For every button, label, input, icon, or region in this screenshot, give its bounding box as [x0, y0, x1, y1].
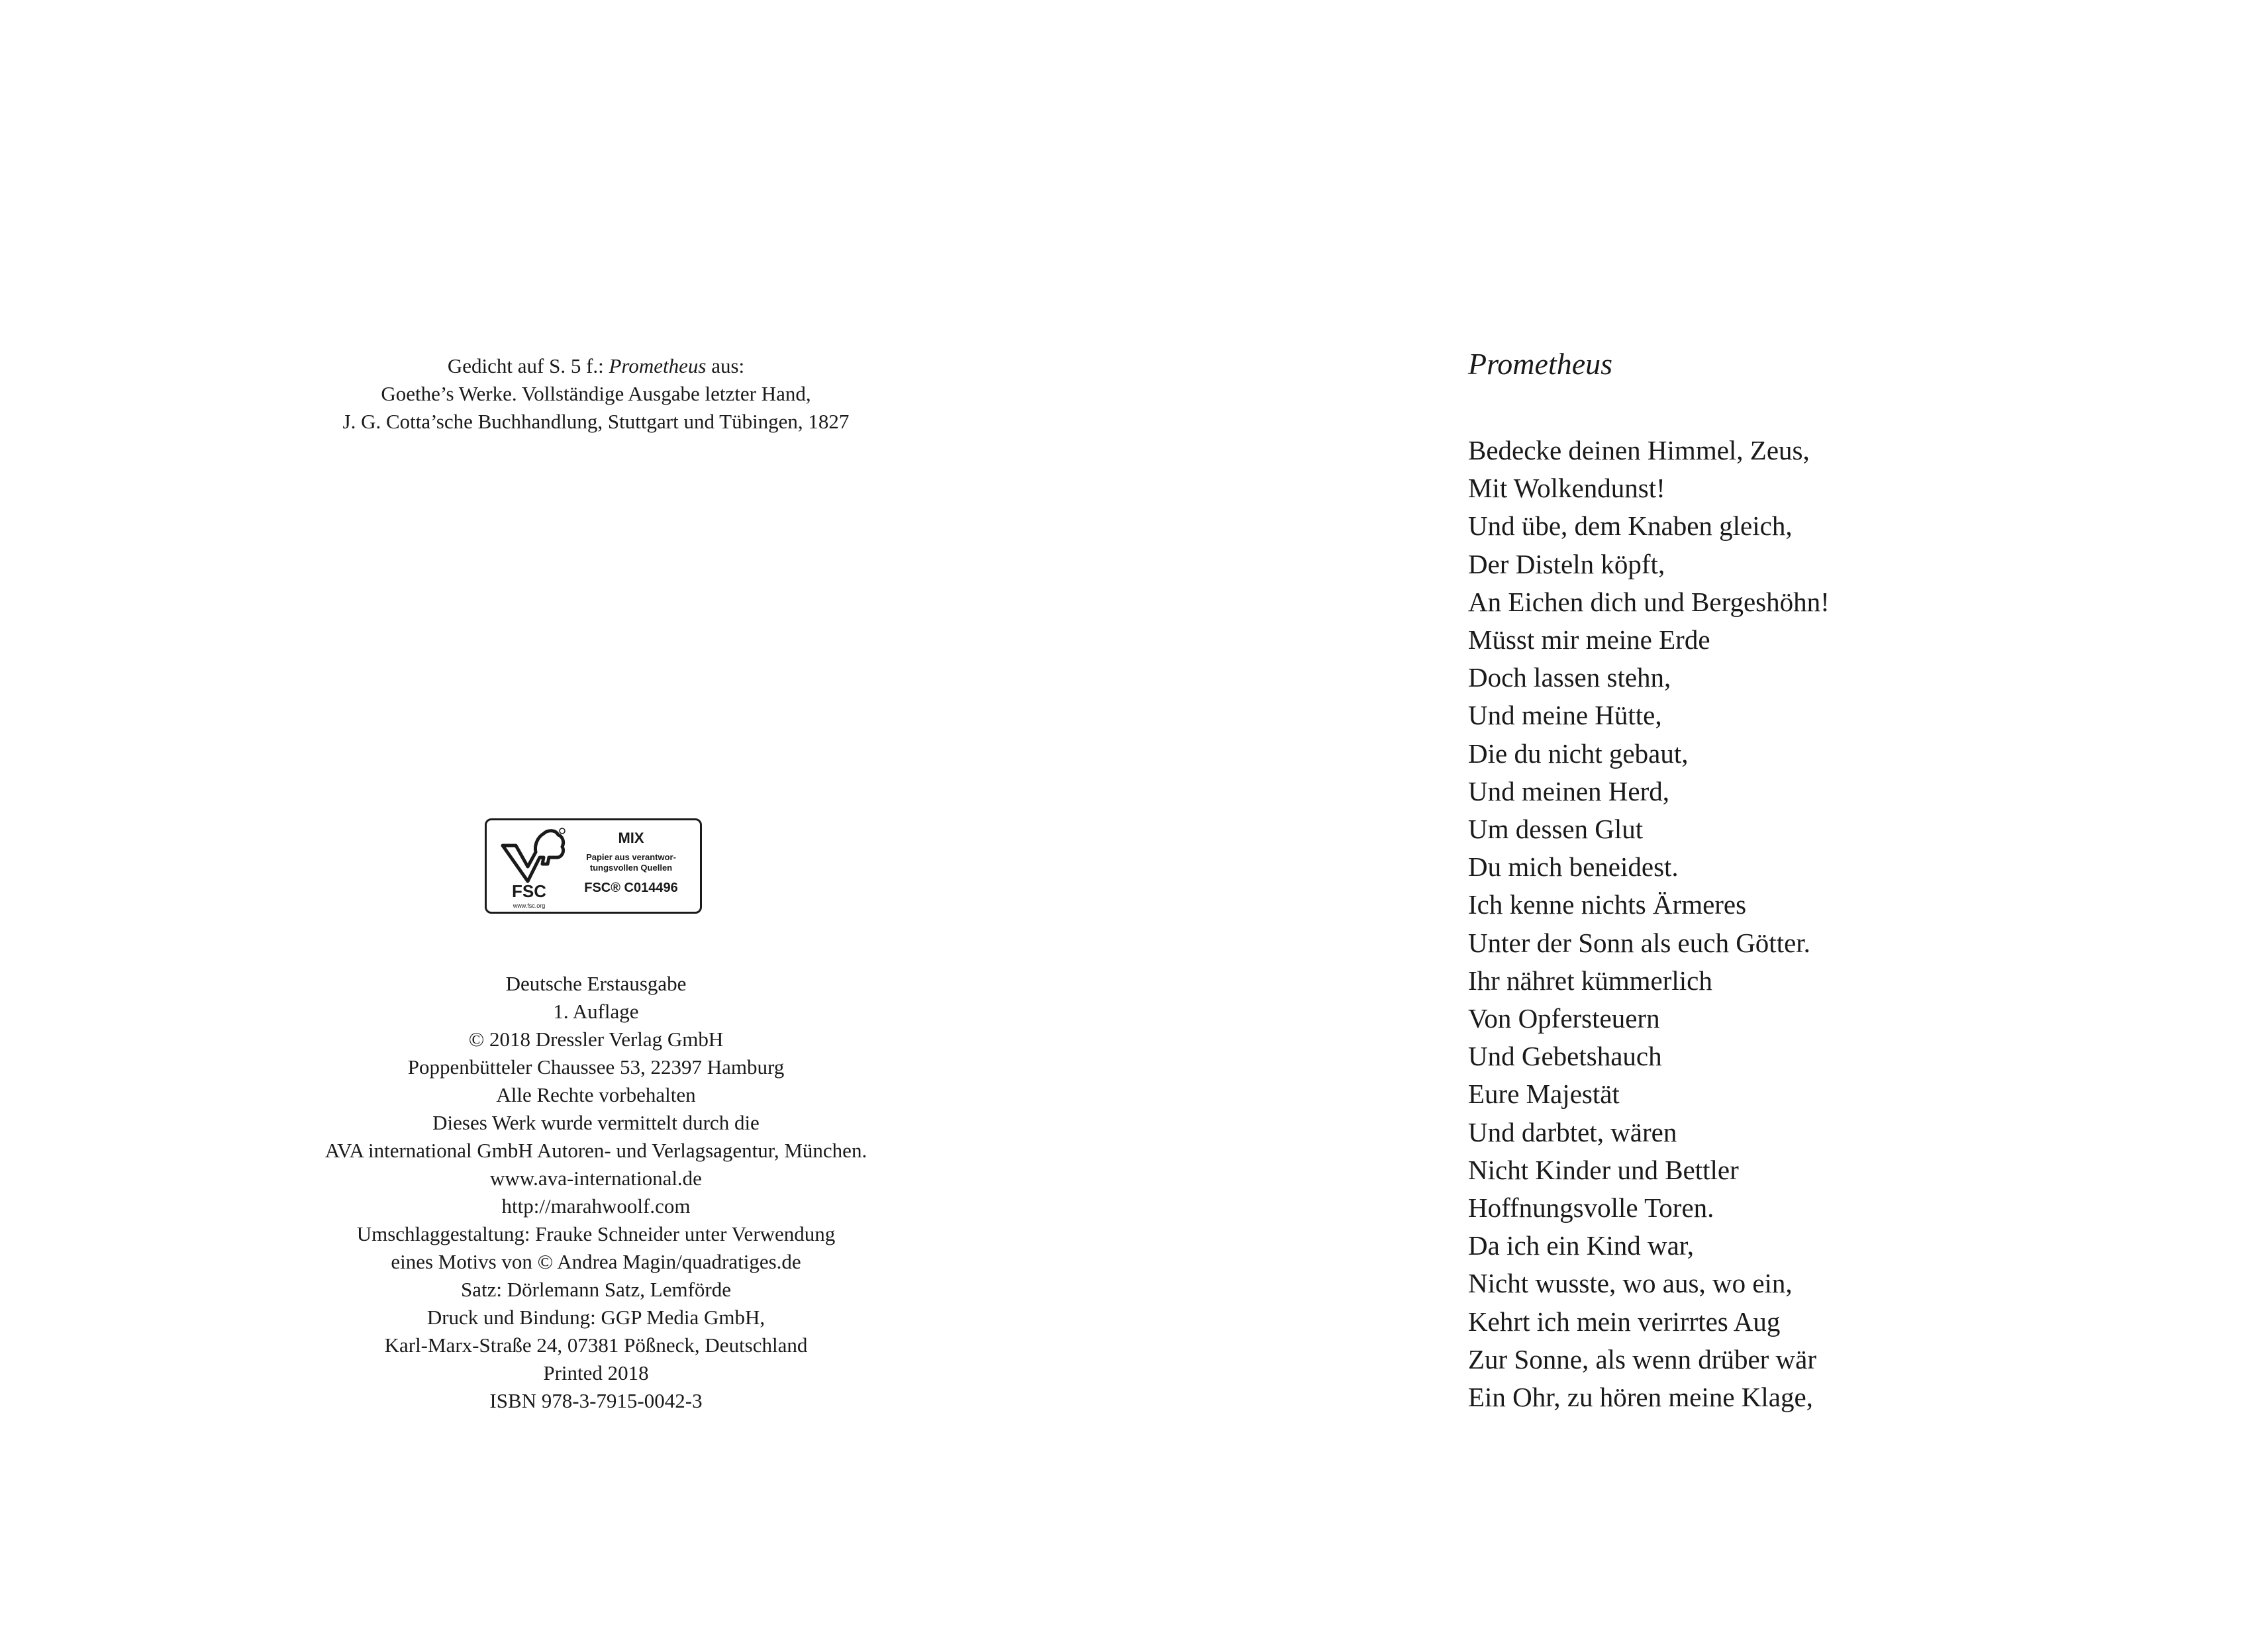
imprint-line: Satz: Dörlemann Satz, Lemförde [460, 1278, 732, 1301]
poem-verse: Mit Wolkendunst! [1468, 473, 1665, 504]
fsc-label-text [566, 830, 696, 896]
poem-verse: Um dessen Glut [1468, 814, 1644, 845]
poem-verse: Nicht wusste, wo aus, wo ein, [1468, 1268, 1793, 1299]
fsc-tree-checkmark-icon [496, 826, 569, 910]
poem-verse: Und übe, dem Knaben gleich, [1468, 510, 1793, 542]
poem-verse: Der Disteln köpft, [1468, 548, 1665, 579]
poem-verse: Hoffnungsvolle Toren. [1468, 1192, 1714, 1224]
fsc-category: MIX [618, 830, 644, 846]
poem-verse: Unter der Sonn als euch Götter. [1468, 927, 1810, 958]
fsc-description-line-2: tungsvollen Quellen [589, 863, 673, 873]
poem-verse: Eure Majestät [1468, 1079, 1620, 1110]
fsc-description-line-1: Papier aus verantwor- [586, 852, 676, 862]
credit-suffix: aus: [706, 354, 745, 377]
imprint-line: eines Motivs von © Andrea Magin/quadratiges.de [391, 1250, 801, 1273]
imprint-line: ISBN 978-3-7915-0042-3 [489, 1389, 703, 1412]
poem-title: Prometheus [1468, 347, 1613, 381]
credit-prefix: Gedicht auf S. 5 f.: [447, 354, 609, 377]
poem-verse: Kehrt ich mein verirrtes Aug [1468, 1306, 1781, 1337]
imprint-line: Deutsche Erstausgabe [505, 972, 687, 995]
fsc-website-text: www.fsc.org [513, 902, 546, 909]
poem-verse: Du mich beneidest. [1468, 851, 1679, 883]
poem-verse: Ihr nähret kümmerlich [1468, 965, 1712, 996]
poem-verse: Ich kenne nichts Ärmeres [1468, 889, 1747, 920]
poem-verse: Und Gebetshauch [1468, 1041, 1662, 1072]
right-page-poem [1134, 0, 2268, 1642]
imprint-line: 1. Auflage [553, 1000, 639, 1023]
poem-verse: Müsst mir meine Erde [1468, 624, 1710, 655]
poem-verse: Und meinen Herd, [1468, 775, 1669, 806]
poem-verse: Und darbtet, wären [1468, 1116, 1677, 1147]
credit-line-3: J. G. Cotta’sche Buchhandlung, Stuttgart und Tübingen, 1827 [342, 410, 850, 433]
poem-verse: Da ich ein Kind war, [1468, 1230, 1695, 1261]
poem-body [1468, 432, 1830, 1416]
imprint-line: Alle Rechte vorbehalten [496, 1083, 696, 1106]
poem-verse: Ein Ohr, zu hören meine Klage, [1468, 1382, 1813, 1413]
poem-verse: An Eichen dich und Bergeshöhn! [1468, 586, 1830, 617]
poem-verse: Und meine Hütte, [1468, 700, 1662, 731]
credit-line-1 [278, 352, 914, 380]
poem-verse: Die du nicht gebaut, [1468, 738, 1689, 769]
imprint-line: Umschlaggestaltung: Frauke Schneider unter Verwendung [356, 1222, 836, 1245]
poem-verse: Bedecke deinen Himmel, Zeus, [1468, 435, 1810, 465]
poem-verse: Doch lassen stehn, [1468, 662, 1671, 693]
imprint-line: http://marahwoolf.com [501, 1194, 691, 1218]
fsc-brand-text: FSC [512, 881, 546, 901]
poem-verse: Nicht Kinder und Bettler [1468, 1154, 1739, 1185]
credit-poem-title: Prometheus [609, 354, 707, 377]
credit-line-2: Goethe’s Werke. Vollständige Ausgabe letzter Hand, [381, 382, 811, 405]
imprint-line: www.ava-international.de [490, 1167, 702, 1190]
fsc-certification-logo [485, 818, 702, 914]
poem-source-credit [278, 352, 914, 436]
imprint-line: Dieses Werk wurde vermittelt durch die [432, 1111, 760, 1134]
imprint-line: Karl-Marx-Straße 24, 07381 Pößneck, Deutschland [384, 1333, 808, 1357]
imprint-details [252, 970, 940, 1415]
poem-verse: Von Opfersteuern [1468, 1003, 1660, 1034]
imprint-line: Druck und Bindung: GGP Media GmbH, [426, 1306, 765, 1329]
imprint-line: AVA international GmbH Autoren- und Verlagsagentur, München. [324, 1139, 867, 1162]
imprint-line: Printed 2018 [543, 1361, 649, 1384]
imprint-line: Poppenbütteler Chaussee 53, 22397 Hamburg [407, 1055, 785, 1079]
imprint-line: © 2018 Dressler Verlag GmbH [468, 1028, 724, 1051]
poem-verse: Zur Sonne, als wenn drüber wär [1468, 1343, 1817, 1375]
fsc-license-code: FSC® C014496 [584, 881, 678, 895]
